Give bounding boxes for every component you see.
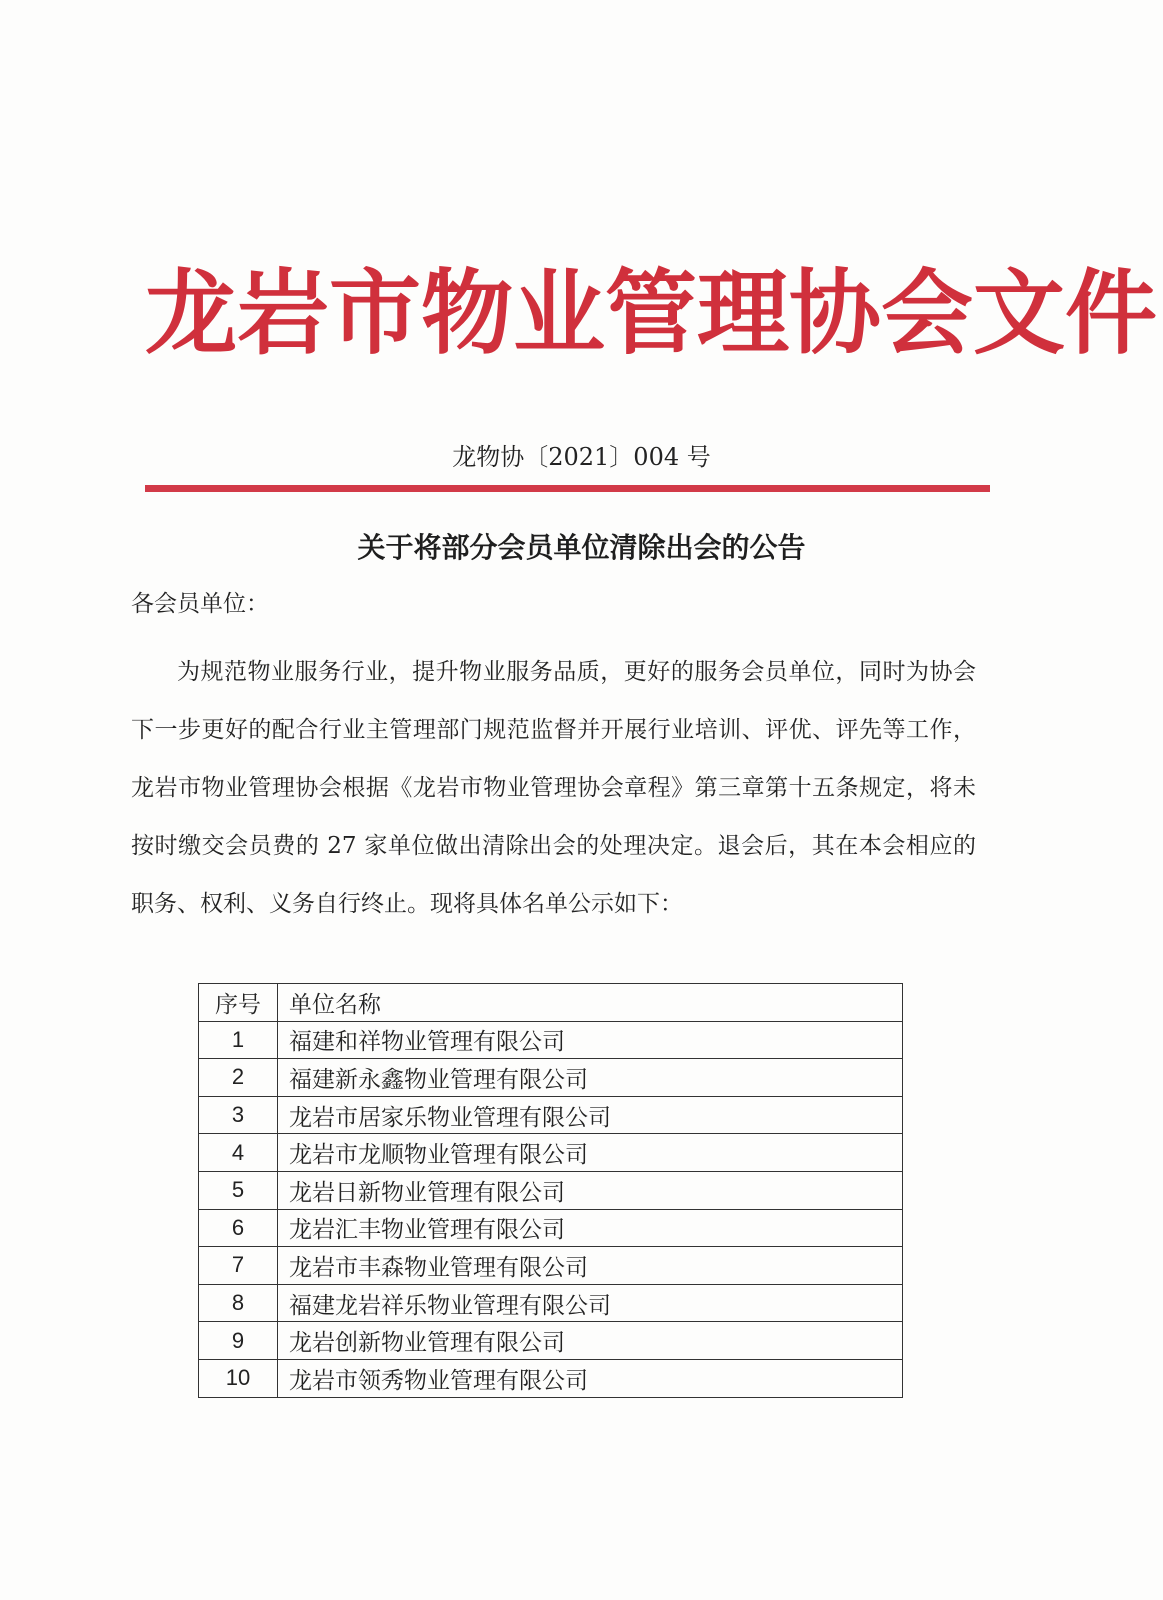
row-serial-number: 2 <box>199 1059 278 1097</box>
red-divider-rule <box>145 485 990 492</box>
row-unit-name: 龙岩日新物业管理有限公司 <box>278 1171 903 1209</box>
row-serial-number: 1 <box>199 1021 278 1059</box>
row-unit-name: 龙岩市龙顺物业管理有限公司 <box>278 1134 903 1172</box>
masthead-title: 龙岩市物业管理协会文件 <box>145 259 1158 367</box>
row-unit-name: 福建龙岩祥乐物业管理有限公司 <box>278 1284 903 1322</box>
row-serial-number: 10 <box>199 1359 278 1397</box>
row-serial-number: 7 <box>199 1247 278 1285</box>
row-unit-name: 福建新永鑫物业管理有限公司 <box>278 1059 903 1097</box>
table-row <box>199 1134 903 1172</box>
row-serial-number: 3 <box>199 1096 278 1134</box>
row-unit-name: 福建和祥物业管理有限公司 <box>278 1021 903 1059</box>
row-serial-number: 9 <box>199 1322 278 1360</box>
row-serial-number: 8 <box>199 1284 278 1322</box>
table-row <box>199 1021 903 1059</box>
table-header-row <box>199 984 903 1022</box>
table-row <box>199 1284 903 1322</box>
row-unit-name: 龙岩汇丰物业管理有限公司 <box>278 1209 903 1247</box>
row-unit-name: 龙岩创新物业管理有限公司 <box>278 1322 903 1360</box>
table-row <box>199 1059 903 1097</box>
row-serial-number: 5 <box>199 1171 278 1209</box>
header-unit-name: 单位名称 <box>278 984 903 1022</box>
row-unit-name: 龙岩市丰森物业管理有限公司 <box>278 1247 903 1285</box>
document-number: 龙物协〔2021〕004 号 <box>452 443 711 471</box>
table-row <box>199 1247 903 1285</box>
row-serial-number: 6 <box>199 1209 278 1247</box>
table-row <box>199 1322 903 1360</box>
notice-body: 为规范物业服务行业，提升物业服务品质，更好的服务会员单位，同时为协会下一步更好的配合行业主管理部门规范监督并开展行业培训、评优、评先等工作，龙岩市物业管理协会根据《龙岩市物业管理协会章程》第三章第十五条规定，将未按时缴交会员费的 27 家单位做出清除出会的处理决定。退会后，其在本会相应的职务、权利、义务自行终止。现将具体名单公示如下： <box>131 659 976 917</box>
header-serial-number: 序号 <box>199 984 278 1022</box>
table-row <box>199 1171 903 1209</box>
table-row <box>199 1359 903 1397</box>
row-unit-name: 龙岩市领秀物业管理有限公司 <box>278 1359 903 1397</box>
row-serial-number: 4 <box>199 1134 278 1172</box>
table-row <box>199 1209 903 1247</box>
row-unit-name: 龙岩市居家乐物业管理有限公司 <box>278 1096 903 1134</box>
member-list-table <box>198 983 903 1398</box>
notice-title: 关于将部分会员单位清除出会的公告 <box>357 531 806 564</box>
table-row <box>199 1096 903 1134</box>
salutation: 各会员单位： <box>131 591 269 617</box>
